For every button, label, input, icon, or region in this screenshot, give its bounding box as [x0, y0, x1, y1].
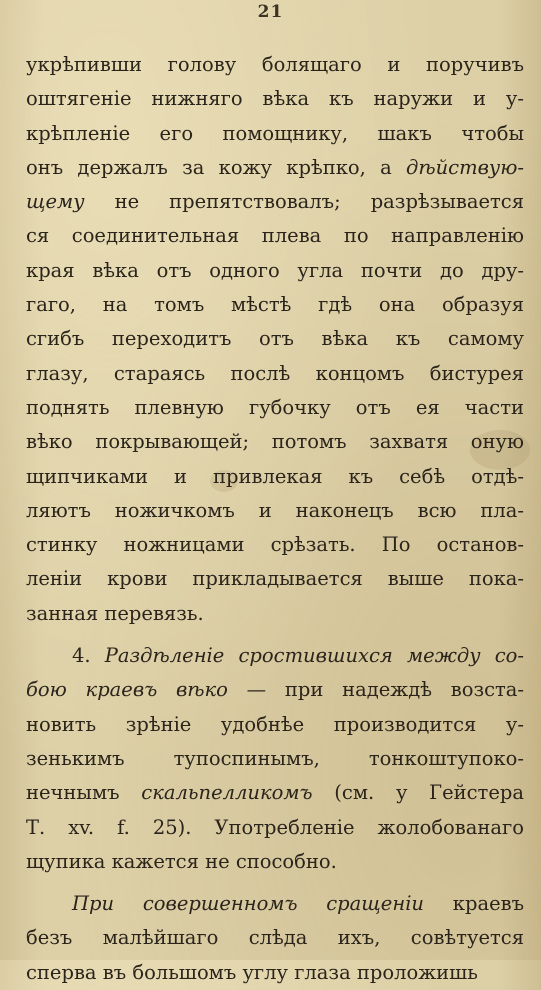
paragraph — [26, 639, 524, 879]
text-line — [26, 528, 524, 562]
italic-text: скальпелликомъ — [141, 781, 313, 805]
italic-text: Раздѣленіе сростившихся между со- — [104, 644, 524, 668]
text-segment: края вѣка отъ одного угла почти до дру- — [26, 258, 524, 282]
text-line — [26, 185, 524, 219]
text-segment: краевъ — [424, 892, 524, 916]
text-segment: не препятствовалъ; разрѣзывается — [84, 190, 524, 214]
text-segment: — при надеждѣ возста- — [227, 678, 524, 702]
text-line — [26, 887, 524, 921]
text-line — [26, 151, 524, 185]
text-line — [26, 776, 524, 810]
text-line — [26, 562, 524, 596]
text-segment: стинку ножницами срѣзать. По останов- — [26, 533, 524, 557]
text-line — [26, 288, 524, 322]
text-segment: укрѣпивши голову болящаго и поручивъ — [26, 53, 524, 76]
text-line — [26, 845, 524, 879]
text-line — [26, 117, 524, 151]
text-segment: нечнымъ — [26, 781, 142, 805]
text-segment: безъ малѣйшаго слѣда ихъ, совѣтуется — [26, 926, 524, 950]
text-segment: крѣпленіе его помощнику, шакъ чтобы — [26, 121, 524, 145]
text-segment: поднять плевную губочку отъ ея части — [26, 395, 524, 419]
text-segment: Т. xv. f. 25). Употребленіе жолобованаго — [26, 815, 524, 839]
text-line — [26, 494, 524, 528]
text-line — [26, 322, 524, 356]
text-segment: сгибъ переходитъ отъ вѣка къ самому — [26, 327, 524, 351]
italic-text: При совершенномъ сращеніи — [72, 892, 424, 916]
text-segment: глазу, стараясь послѣ концомъ бистурея — [26, 361, 524, 385]
text-line — [26, 82, 524, 116]
paragraph-gap — [26, 879, 524, 887]
italic-text: бою краевъ вѣко — [26, 678, 228, 702]
italic-text: дѣйствую- — [406, 155, 524, 179]
text-segment: ся соединительная плева по направленію — [26, 224, 524, 248]
text-line — [26, 425, 524, 459]
text-line — [26, 673, 524, 707]
text-segment: щипчиками и привлекая къ себѣ отдѣ- — [26, 464, 524, 488]
italic-text: щему — [26, 190, 85, 214]
text-segment: (см. у Гейстера — [312, 781, 524, 805]
body-text — [26, 48, 524, 990]
text-segment: щупика кажется не способно. — [26, 849, 337, 873]
paragraph-gap — [26, 631, 524, 639]
text-line — [26, 708, 524, 742]
text-segment: онъ держалъ за кожу крѣпко, а — [26, 155, 407, 179]
text-segment: вѣко покрывающей; потомъ захватя оную — [26, 430, 524, 454]
text-segment: леніи крови прикладывается выше пока- — [26, 567, 524, 591]
text-segment: оштягеніе нижняго вѣка къ наружи и у- — [26, 87, 524, 111]
text-segment: ляютъ ножичкомъ и наконецъ всю пла- — [26, 498, 524, 522]
text-line — [26, 811, 524, 845]
text-line — [26, 219, 524, 253]
text-segment: новить зрѣніе удобнѣе производится у- — [26, 712, 524, 736]
text-line — [26, 956, 524, 990]
page-number: 21 — [257, 2, 284, 22]
paragraph — [26, 48, 524, 631]
text-line — [26, 254, 524, 288]
paragraph — [26, 887, 524, 990]
text-line — [26, 597, 524, 631]
text-line — [26, 460, 524, 494]
text-line — [26, 357, 524, 391]
text-line — [26, 921, 524, 955]
text-line — [26, 391, 524, 425]
text-line — [26, 639, 524, 673]
text-line — [26, 742, 524, 776]
text-segment: сперва въ большомъ углу глаза проложишь — [26, 960, 478, 984]
text-segment: зенькимъ тупоспинымъ, тонкоштупоко- — [26, 746, 524, 770]
text-line — [26, 48, 524, 82]
text-segment: гаго, на томъ мѣстѣ гдѣ она образуя — [26, 293, 524, 317]
text-segment: 4. — [72, 644, 105, 668]
text-segment: занная перевязь. — [26, 601, 204, 625]
